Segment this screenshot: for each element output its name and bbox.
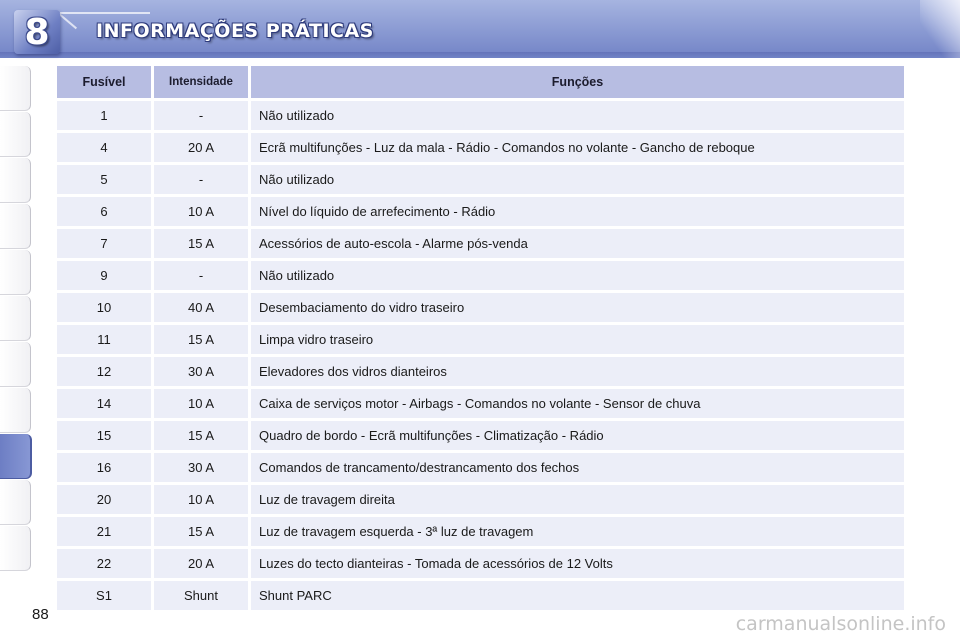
- fuse-number-cell: 20: [57, 485, 151, 514]
- column-header-amperage: Intensidade: [151, 66, 248, 98]
- header-corner-highlight: [920, 0, 960, 58]
- table-row: [57, 421, 904, 450]
- table-row: [57, 581, 904, 610]
- fuse-number-cell: 5: [57, 165, 151, 194]
- fuse-number-cell: 12: [57, 357, 151, 386]
- functions-cell: Nível do líquido de arrefecimento - Rádio: [248, 197, 904, 226]
- amperage-cell: 15 A: [151, 229, 248, 258]
- amperage-cell: 10 A: [151, 389, 248, 418]
- functions-cell: Ecrã multifunções - Luz da mala - Rádio - Comandos no volante - Gancho de reboque: [248, 133, 904, 162]
- header-shadow: [0, 52, 960, 58]
- amperage-cell: 15 A: [151, 325, 248, 354]
- chapter-tab-11[interactable]: [0, 526, 31, 571]
- page-title: INFORMAÇÕES PRÁTICAS: [96, 20, 374, 42]
- table-row: [57, 133, 904, 162]
- fuse-number-cell: 9: [57, 261, 151, 290]
- table-row: [57, 453, 904, 482]
- table-row: [57, 325, 904, 354]
- table-row: [57, 485, 904, 514]
- column-header-fuse: Fusível: [57, 66, 151, 98]
- table-row: [57, 549, 904, 578]
- functions-cell: Shunt PARC: [248, 581, 904, 610]
- fuse-number-cell: 16: [57, 453, 151, 482]
- functions-cell: Luz de travagem esquerda - 3ª luz de travagem: [248, 517, 904, 546]
- chapter-tab-8[interactable]: [0, 388, 31, 433]
- fuse-number-cell: 6: [57, 197, 151, 226]
- table-row: [57, 389, 904, 418]
- amperage-cell: 15 A: [151, 421, 248, 450]
- amperage-cell: 30 A: [151, 453, 248, 482]
- table-row: [57, 165, 904, 194]
- chapter-tab-5[interactable]: [0, 250, 31, 295]
- page-number: 88: [32, 606, 49, 623]
- table-row: [57, 357, 904, 386]
- functions-cell: Elevadores dos vidros dianteiros: [248, 357, 904, 386]
- functions-cell: Não utilizado: [248, 165, 904, 194]
- table-header-row: [57, 66, 904, 98]
- amperage-cell: Shunt: [151, 581, 248, 610]
- functions-cell: Não utilizado: [248, 101, 904, 130]
- amperage-cell: 10 A: [151, 485, 248, 514]
- fuse-number-cell: S1: [57, 581, 151, 610]
- fuse-number-cell: 22: [57, 549, 151, 578]
- fuse-number-cell: 10: [57, 293, 151, 322]
- amperage-cell: 20 A: [151, 133, 248, 162]
- chapter-side-tabs: [0, 66, 34, 576]
- amperage-cell: -: [151, 261, 248, 290]
- fuse-table-body: [57, 101, 904, 610]
- chapter-tab-3[interactable]: [0, 158, 31, 203]
- functions-cell: Desembaciamento do vidro traseiro: [248, 293, 904, 322]
- column-header-functions: Funções: [248, 66, 904, 98]
- functions-cell: Acessórios de auto-escola - Alarme pós-venda: [248, 229, 904, 258]
- chapter-tab-7[interactable]: [0, 342, 31, 387]
- table-row: [57, 261, 904, 290]
- amperage-cell: 40 A: [151, 293, 248, 322]
- chapter-tab-10[interactable]: [0, 480, 31, 525]
- amperage-cell: 20 A: [151, 549, 248, 578]
- fuse-number-cell: 21: [57, 517, 151, 546]
- table-row: [57, 197, 904, 226]
- table-row: [57, 229, 904, 258]
- functions-cell: Comandos de trancamento/destrancamento dos fechos: [248, 453, 904, 482]
- chapter-number-badge: 8: [14, 10, 60, 54]
- chapter-tab-6[interactable]: [0, 296, 31, 341]
- functions-cell: Caixa de serviços motor - Airbags - Comandos no volante - Sensor de chuva: [248, 389, 904, 418]
- functions-cell: Limpa vidro traseiro: [248, 325, 904, 354]
- chapter-tab-9[interactable]: [0, 434, 32, 479]
- fuse-number-cell: 11: [57, 325, 151, 354]
- fuse-number-cell: 15: [57, 421, 151, 450]
- fuse-number-cell: 7: [57, 229, 151, 258]
- functions-cell: Não utilizado: [248, 261, 904, 290]
- chapter-tab-4[interactable]: [0, 204, 31, 249]
- functions-cell: Luzes do tecto dianteiras - Tomada de acessórios de 12 Volts: [248, 549, 904, 578]
- table-row: [57, 517, 904, 546]
- table-row: [57, 101, 904, 130]
- fuse-number-cell: 1: [57, 101, 151, 130]
- functions-cell: Quadro de bordo - Ecrã multifunções - Climatização - Rádio: [248, 421, 904, 450]
- watermark: carmanualsonline.info: [735, 613, 946, 635]
- amperage-cell: 15 A: [151, 517, 248, 546]
- fuse-number-cell: 4: [57, 133, 151, 162]
- chapter-tab-2[interactable]: [0, 112, 31, 157]
- fuse-number-cell: 14: [57, 389, 151, 418]
- chapter-tab-1[interactable]: [0, 66, 31, 111]
- table-row: [57, 293, 904, 322]
- amperage-cell: -: [151, 165, 248, 194]
- amperage-cell: 10 A: [151, 197, 248, 226]
- amperage-cell: 30 A: [151, 357, 248, 386]
- header-decor-line: [60, 12, 150, 14]
- fuse-table: [57, 63, 904, 613]
- functions-cell: Luz de travagem direita: [248, 485, 904, 514]
- amperage-cell: -: [151, 101, 248, 130]
